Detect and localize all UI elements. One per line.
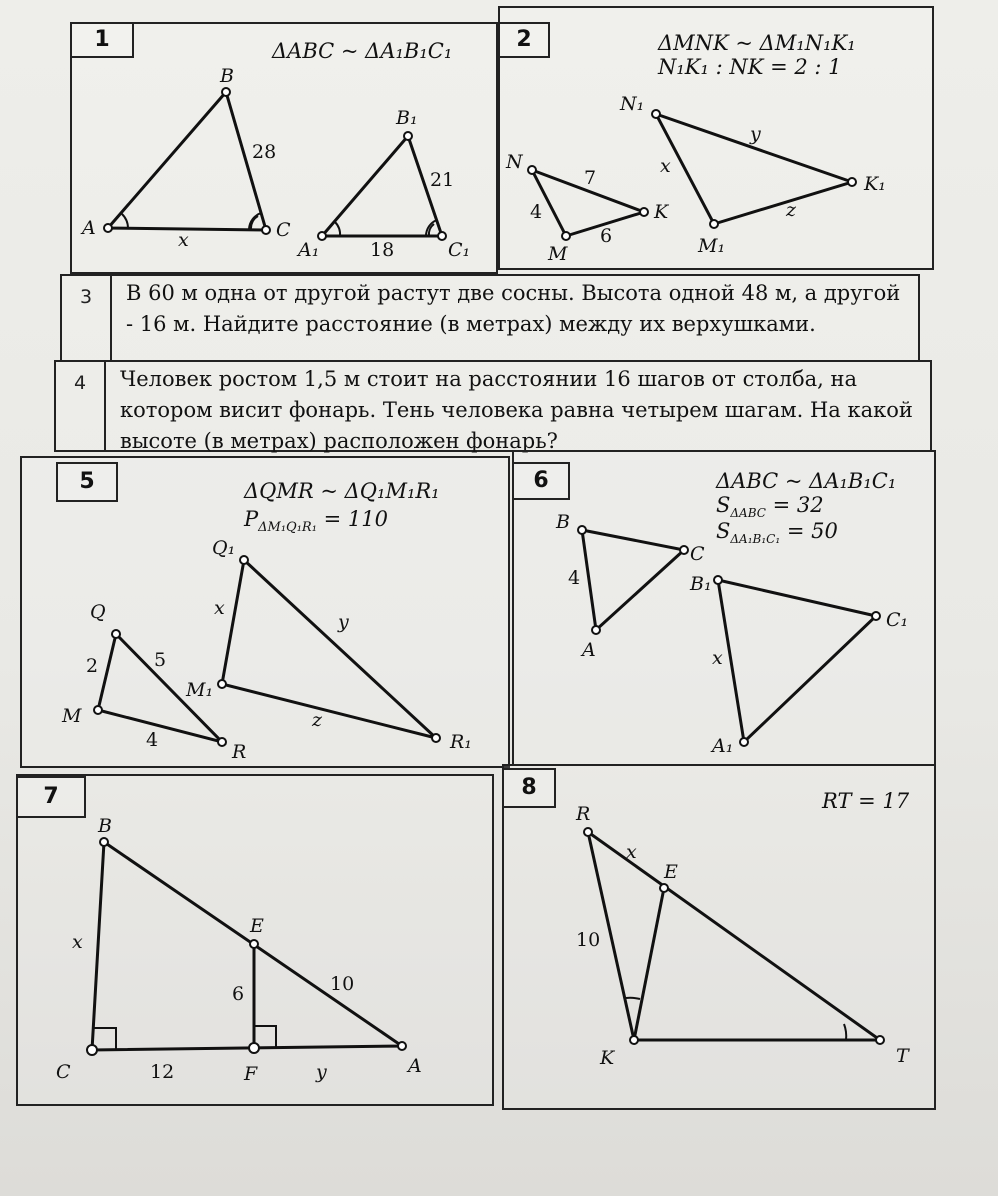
label-c1-p6: C₁ (886, 609, 909, 631)
value-x-p6: x (712, 647, 723, 669)
value-mr: 4 (146, 729, 159, 751)
value-mk: 6 (600, 225, 613, 247)
label-m1-p5: M₁ (186, 679, 214, 701)
label-c-p6: C (690, 543, 705, 565)
triangle-abc-p6 (582, 530, 684, 630)
problem-2-header-line-1: ΔMNK ~ ΔM₁N₁K₁ (658, 31, 856, 55)
label-r-p8: R (576, 803, 591, 825)
point-k-p8 (630, 1036, 638, 1044)
label-c: C (276, 219, 291, 241)
label-r: R (232, 741, 247, 763)
label-e-p8: E (664, 861, 678, 883)
problem-3-text: В 60 м одна от другой растут две сосны. Высота одной 48 м, а другой - 16 м. Найдите расстояние (в метрах) между их верхушками. (126, 281, 901, 336)
label-k1: K₁ (864, 173, 886, 195)
point-e-p8 (660, 884, 668, 892)
label-a1: A₁ (298, 239, 320, 261)
problem-1-header: ΔABC ~ ΔA₁B₁C₁ (272, 39, 453, 63)
point-m (562, 232, 570, 240)
point-r1 (432, 734, 440, 742)
point-t-p8 (876, 1036, 884, 1044)
label-q1: Q₁ (212, 537, 236, 559)
point-b (222, 88, 230, 96)
value-z-p5: z (312, 709, 323, 731)
value-y-p5: y (338, 611, 349, 633)
value-z-p2: z (786, 199, 797, 221)
point-c-p7 (87, 1045, 97, 1055)
value-b1c1: 21 (430, 169, 455, 191)
triangle-abc (108, 92, 266, 230)
point-k1 (848, 178, 856, 186)
problem-8-number: 8 (502, 768, 556, 808)
point-c (262, 226, 270, 234)
label-f-p7: F (244, 1063, 258, 1085)
point-a-p7 (398, 1042, 406, 1050)
label-m: M (548, 243, 568, 265)
label-b-p6: B (556, 511, 570, 533)
problem-7-number: 7 (16, 776, 86, 818)
label-a1-p6: A₁ (712, 735, 734, 757)
point-b-p6 (578, 526, 586, 534)
label-c-p7: C (56, 1061, 71, 1083)
point-e-p7 (250, 940, 258, 948)
label-m-p5: M (62, 705, 82, 727)
label-m1: M₁ (698, 235, 726, 257)
value-ab-p6: 4 (568, 567, 581, 589)
problem-2-number: 2 (498, 22, 550, 58)
value-ef: 6 (232, 983, 245, 1005)
triangle-rkt (588, 832, 880, 1040)
value-ea: 10 (330, 973, 355, 995)
label-b1: B₁ (396, 107, 418, 129)
label-a-p7: A (408, 1055, 422, 1077)
label-r1: R₁ (450, 731, 472, 753)
triangle-abc-p7 (92, 842, 402, 1050)
point-r (218, 738, 226, 746)
triangle-q1m1r1 (222, 560, 436, 738)
label-a-p6: A (582, 639, 596, 661)
label-k-p8: K (600, 1047, 615, 1069)
label-b-p7: B (98, 815, 112, 837)
value-nm: 4 (530, 201, 543, 223)
value-bc: 28 (252, 141, 277, 163)
point-m-p5 (94, 706, 102, 714)
point-q1 (240, 556, 248, 564)
problem-8-header: RT = 17 (822, 789, 910, 813)
problem-5-number: 5 (56, 462, 118, 502)
point-b1-p6 (714, 576, 722, 584)
problem-3-number: 3 (62, 276, 112, 360)
value-y-p2: y (750, 123, 761, 145)
problem-5-perimeter: $P_{\Delta M_1Q_1R_1} = 110$ (244, 507, 388, 535)
label-b1-p6: B₁ (690, 573, 712, 595)
problem-6-header-line-1: ΔABC ~ ΔA₁B₁C₁ (716, 469, 897, 493)
angle-a-mark (122, 214, 128, 228)
label-t-p8: T (896, 1045, 909, 1067)
label-q: Q (90, 601, 106, 623)
value-qm: 2 (86, 655, 99, 677)
point-a1-p6 (740, 738, 748, 746)
value-y-p7: y (316, 1061, 327, 1083)
problem-4-text: Человек ростом 1,5 м стоит на расстоянии 16 шагов от столба, на котором висит фонарь. Тень человека равна четырем шагам. На какой высоте (в метрах) расположен фонарь? (120, 367, 913, 453)
point-n (528, 166, 536, 174)
value-x-p7: x (72, 931, 83, 953)
point-b-p7 (100, 838, 108, 846)
point-f-p7 (249, 1043, 259, 1053)
problem-4-number: 4 (56, 362, 106, 450)
label-n1: N₁ (620, 93, 645, 115)
problem-6-area-2: $S_{\Delta A_1B_1C_1} = 50$ (716, 519, 838, 546)
point-c1-p6 (872, 612, 880, 620)
label-k: K (654, 201, 669, 223)
point-m1 (710, 220, 718, 228)
value-a1c1: 18 (370, 239, 395, 261)
angle-a1-mark (335, 222, 340, 236)
label-a: A (82, 217, 96, 239)
value-rk: 10 (576, 929, 601, 951)
value-cf: 12 (150, 1061, 175, 1083)
value-x-p2: x (660, 155, 671, 177)
value-qr: 5 (154, 649, 167, 671)
label-b: B (220, 65, 234, 87)
point-a (104, 224, 112, 232)
point-q (112, 630, 120, 638)
triangle-a1b1c1-p6 (718, 580, 876, 742)
point-k (640, 208, 648, 216)
point-r-p8 (584, 828, 592, 836)
angle-t-mark (844, 1024, 846, 1040)
point-c1 (438, 232, 446, 240)
point-c-p6 (680, 546, 688, 554)
problem-2-header-line-2: N₁K₁ : NK = 2 : 1 (658, 55, 842, 79)
point-b1 (404, 132, 412, 140)
label-e-p7: E (250, 915, 264, 937)
point-m1-p5 (218, 680, 226, 688)
value-x-p8: x (626, 841, 637, 863)
value-x-p5: x (214, 597, 225, 619)
segment-ke (634, 888, 664, 1040)
point-a-p6 (592, 626, 600, 634)
problem-1-number: 1 (70, 22, 134, 58)
label-n: N (506, 151, 523, 173)
angle-k-mark (626, 998, 640, 999)
point-n1 (652, 110, 660, 118)
triangle-a1b1c1 (322, 136, 442, 236)
problem-6-area-1: $S_{\Delta ABC} = 32$ (716, 493, 824, 520)
value-x-p1: x (178, 229, 189, 251)
label-c1: C₁ (448, 239, 471, 261)
value-nk: 7 (584, 167, 597, 189)
problem-6-number: 6 (512, 462, 570, 500)
problem-5-header-line-1: ΔQMR ~ ΔQ₁M₁R₁ (244, 479, 440, 503)
